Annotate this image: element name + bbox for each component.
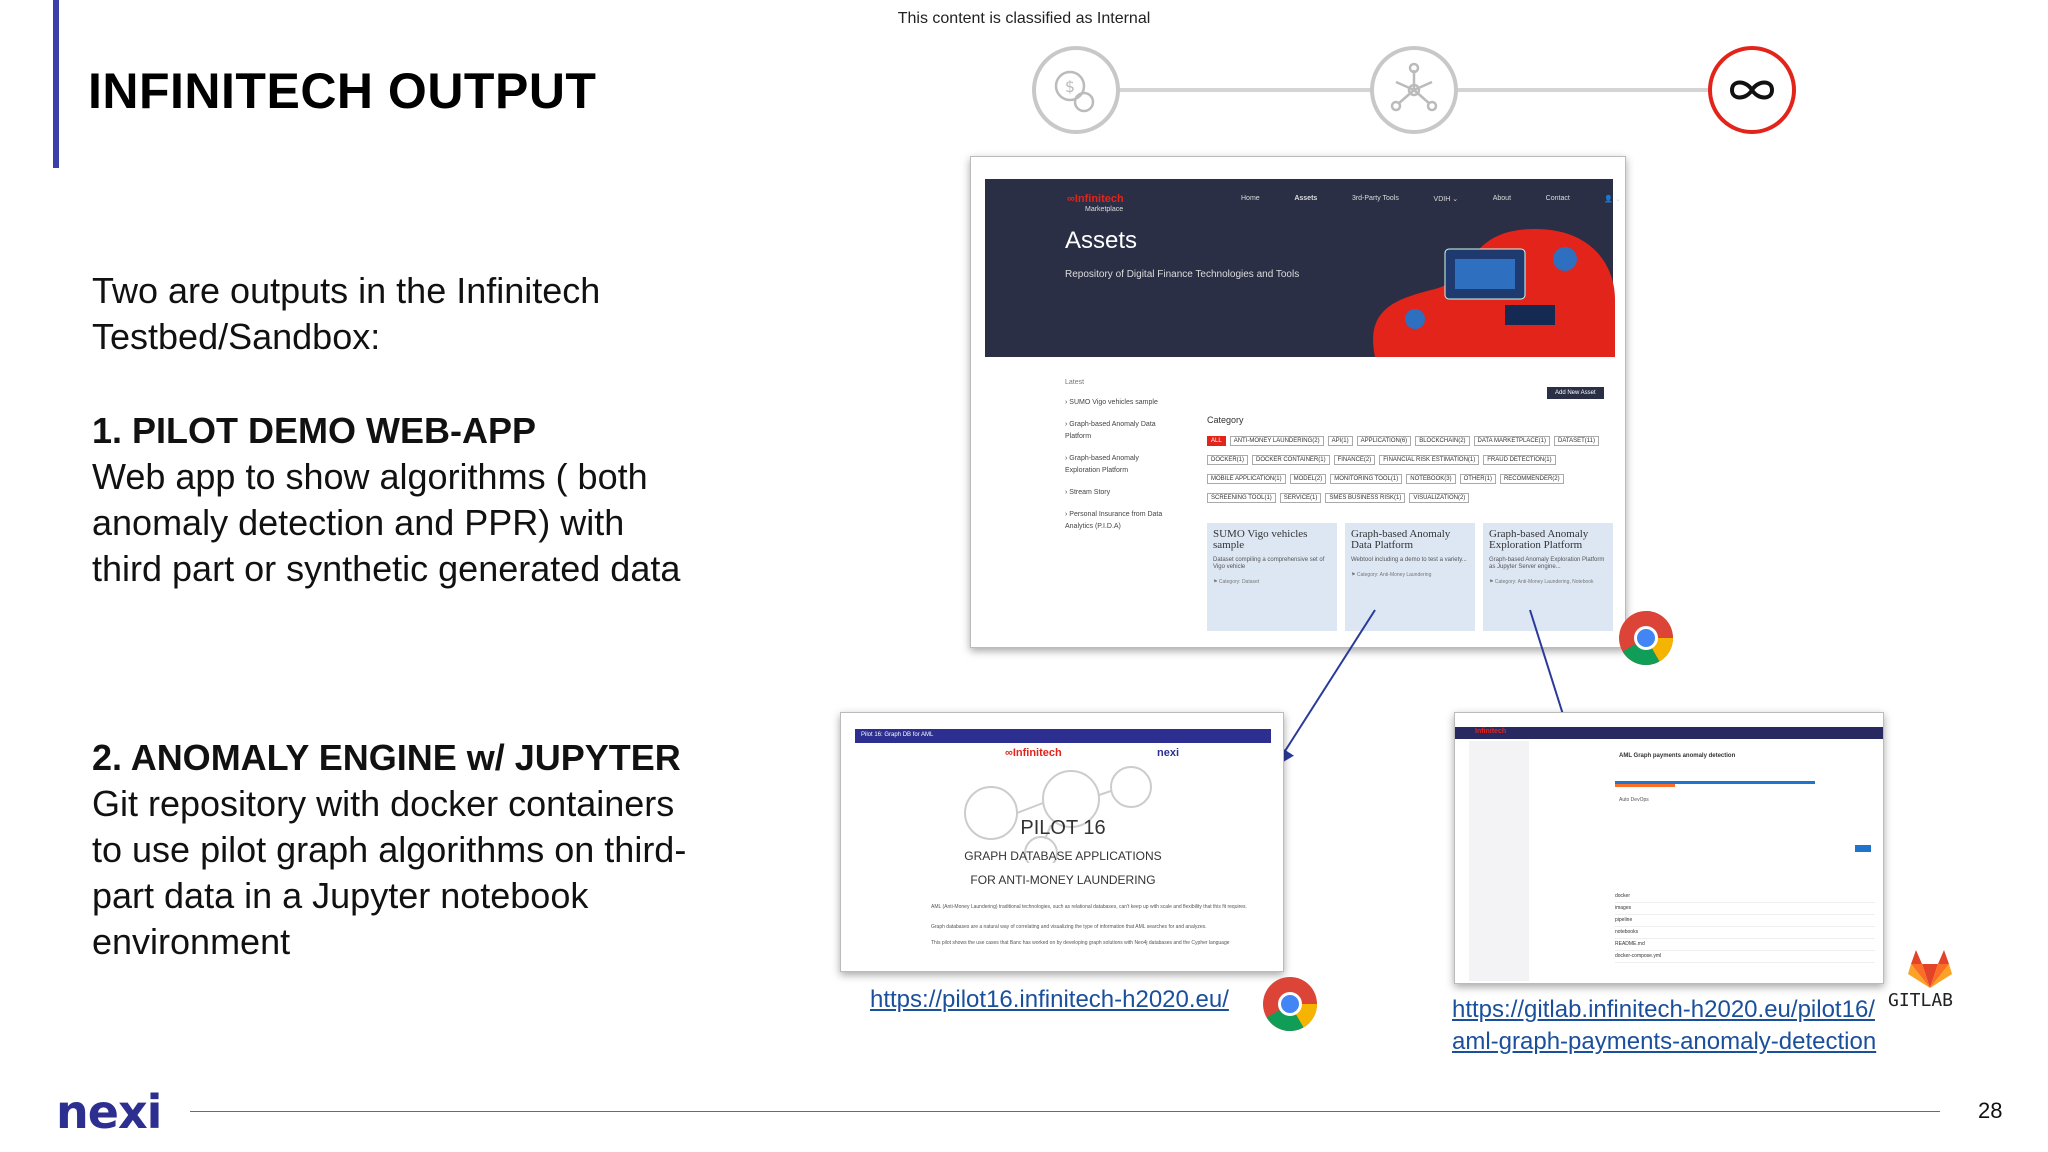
gitlab-file-row[interactable]: [1615, 951, 1875, 963]
pilot16-header-bar: Pilot 16: Graph DB for AML: [855, 729, 1271, 743]
latest-label: Latest: [1065, 379, 1085, 386]
category-chip[interactable]: MONITORING TOOL(1): [1330, 474, 1402, 484]
gitlab-clone-button[interactable]: [1855, 845, 1871, 852]
page-number: 28: [1978, 1098, 2003, 1123]
category-chip[interactable]: RECOMMENDER(2): [1500, 474, 1564, 484]
asset-card-category: ⚑ Category: Dataset: [1213, 579, 1260, 585]
category-chip[interactable]: FINANCIAL RISK ESTIMATION(1): [1379, 455, 1479, 465]
category-chip[interactable]: VISUALIZATION(2): [1409, 493, 1469, 503]
category-chip[interactable]: DATA MARKETPLACE(1): [1474, 436, 1550, 446]
gitlab-file-list: [1615, 891, 1875, 963]
footer-divider: [190, 1111, 1940, 1112]
pilot16-para2: Graph databases are a natural way of correlating and visualizing the type of information that AML searches for and analyzes.: [931, 924, 1207, 930]
category-chip[interactable]: SMES BUSINESS RISK(1): [1325, 493, 1405, 503]
pilot16-subtitle2: FOR ANTI-MONEY LAUNDERING: [970, 873, 1156, 887]
item1-heading: 1. PILOT DEMO WEB-APP: [92, 410, 537, 451]
intro-text: Two are outputs in the Infinitech Testbed/Sandbox:: [92, 270, 601, 357]
marketplace-nav-item[interactable]: VDIH ⌄: [1433, 196, 1459, 203]
asset-card-desc: Dataset compiling a comprehensive set of Vigo vehicle: [1213, 557, 1325, 570]
pilot16-logo-right: nexi: [1157, 747, 1180, 759]
slide-title: INFINITECH OUTPUT: [88, 63, 597, 119]
gitlab-file-name: notebooks: [1615, 929, 1639, 935]
item2-heading: 2. ANOMALY ENGINE w/ JUPYTER: [92, 737, 681, 778]
item1-text: Web app to show algorithms ( both anomaly detection and PPR) with third part or synthetic generated data: [92, 456, 681, 589]
gitlab-file-name: pipeline: [1615, 917, 1633, 923]
category-chip[interactable]: MOBILE APPLICATION(1): [1207, 474, 1286, 484]
gitlab-topbar: [1455, 727, 1884, 739]
marketplace-nav-item[interactable]: 👤 ⌄: [1604, 196, 1621, 203]
gitlab-file-row[interactable]: [1615, 891, 1875, 903]
marketplace-hero-subtitle: Repository of Digital Finance Technologies and Tools: [1065, 269, 1300, 280]
latest-item[interactable]: › Graph-based Anomaly Exploration Platform: [1065, 455, 1139, 474]
gitlab-file-row[interactable]: [1615, 927, 1875, 939]
category-chip[interactable]: SERVICE(1): [1280, 493, 1322, 503]
pilot16-logo-left: ∞Infinitech: [1005, 747, 1062, 759]
gitlab-link-line2[interactable]: aml-graph-payments-anomaly-detection: [1452, 1028, 1877, 1055]
gitlab-screenshot: [1454, 712, 1884, 984]
category-chip[interactable]: DATASET(11): [1554, 436, 1599, 446]
category-chip[interactable]: API(1): [1328, 436, 1353, 446]
pilot16-title: PILOT 16: [1020, 817, 1106, 839]
marketplace-nav-item[interactable]: Home: [1241, 195, 1260, 202]
graph-network-icon: [961, 763, 1161, 863]
gitlab-file-name: images: [1615, 905, 1632, 911]
gitlab-link-line1[interactable]: https://gitlab.infinitech-h2020.eu/pilot16/: [1452, 996, 1875, 1023]
gitlab-file-row[interactable]: [1615, 939, 1875, 951]
category-chip[interactable]: APPLICATION(6): [1357, 436, 1412, 446]
gitlab-file-row[interactable]: [1615, 915, 1875, 927]
asset-card-title: Graph-based Anomaly Data Platform: [1351, 528, 1451, 551]
marketplace-brand-sub: Marketplace: [1085, 206, 1124, 213]
category-chip[interactable]: MODEL(2): [1290, 474, 1327, 484]
category-chip[interactable]: OTHER(1): [1460, 474, 1496, 484]
marketplace-brand: ∞Infinitech: [1067, 193, 1124, 205]
latest-item[interactable]: › SUMO Vigo vehicles sample: [1065, 399, 1158, 406]
latest-item[interactable]: › Graph-based Anomaly Data Platform: [1065, 421, 1156, 440]
marketplace-nav-item[interactable]: Contact: [1545, 195, 1570, 202]
svg-text:$: $: [1064, 77, 1076, 96]
pilot16-link[interactable]: https://pilot16.infinitech-h2020.eu/: [870, 986, 1229, 1013]
classification-label: This content is classified as Internal: [897, 10, 1151, 27]
pilot16-para1: AML (Anti-Money Laundering) traditional technologies, such as relational databases, can't keep up with scale and flexibility that this fit requires.: [931, 904, 1247, 910]
chrome-icon: [1262, 976, 1318, 1032]
category-chip[interactable]: ALL: [1207, 436, 1226, 446]
pilot16-subtitle1: GRAPH DATABASE APPLICATIONS: [964, 849, 1162, 863]
category-chip[interactable]: BLOCKCHAIN(2): [1415, 436, 1469, 446]
category-chip[interactable]: DOCKER(1): [1207, 455, 1248, 465]
gitlab-file-name: README.md: [1615, 941, 1645, 947]
category-chip[interactable]: NOTEBOOK(3): [1406, 474, 1455, 484]
marketplace-nav-item[interactable]: About: [1492, 195, 1512, 202]
category-chip[interactable]: FRAUD DETECTION(1): [1483, 455, 1555, 465]
nexi-logo: nexi: [56, 1085, 162, 1139]
latest-item[interactable]: › Personal Insurance from Data Analytics (P.I.D.A): [1065, 511, 1163, 530]
gitlab-file-row[interactable]: [1615, 903, 1875, 915]
pilot16-para3: This pilot shows the use cases that Banc has worked on by developing graph solutions with Neo4j databases and the Cypher language: [931, 940, 1230, 946]
gitlab-logo-icon: [1908, 950, 1952, 990]
asset-card-desc: Graph-based Anomaly Exploration Platform as Jupyter Server engine...: [1489, 557, 1605, 570]
category-chip[interactable]: ANTI-MONEY LAUNDERING(2): [1230, 436, 1324, 446]
latest-item[interactable]: › Stream Story: [1065, 489, 1111, 496]
add-asset-button[interactable]: Add New Asset: [1547, 387, 1604, 399]
marketplace-nav-item[interactable]: Assets: [1294, 195, 1318, 202]
category-chip[interactable]: FINANCE(2): [1334, 455, 1376, 465]
gitlab-file-name: docker: [1615, 893, 1631, 899]
category-chip[interactable]: DOCKER CONTAINER(1): [1252, 455, 1330, 465]
marketplace-hero-title: Assets: [1065, 227, 1138, 254]
asset-card-title: Graph-based Anomaly Exploration Platform: [1489, 528, 1589, 551]
gitlab-file-name: docker-compose.yml: [1615, 953, 1662, 959]
category-label: Category: [1207, 415, 1244, 425]
item2-text: Git repository with docker containers to use pilot graph algorithms on third-part data in a Jupyter notebook environment: [92, 783, 687, 962]
asset-card-desc: Webtool including a demo to test a variety...: [1351, 557, 1467, 563]
marketplace-nav-item[interactable]: 3rd-Party Tools: [1351, 195, 1399, 202]
category-chip[interactable]: SCREENING TOOL(1): [1207, 493, 1276, 503]
gitlab-brand: Infinitech: [1475, 728, 1507, 735]
asset-card-title: SUMO Vigo vehicles sample: [1213, 528, 1308, 551]
asset-card-category: ⚑ Category: Anti-Money Laundering, Notebook: [1489, 579, 1594, 585]
asset-card-category: ⚑ Category: Anti-Money Laundering: [1351, 572, 1432, 578]
gitlab-project-title: AML Graph payments anomaly detection: [1619, 753, 1736, 759]
gitlab-sidebar: [1469, 741, 1529, 981]
gitlab-label: GITLAB: [1888, 990, 1954, 1011]
gitlab-devops-label: Auto DevOps: [1619, 797, 1649, 803]
pilot16-screenshot: [840, 712, 1284, 972]
